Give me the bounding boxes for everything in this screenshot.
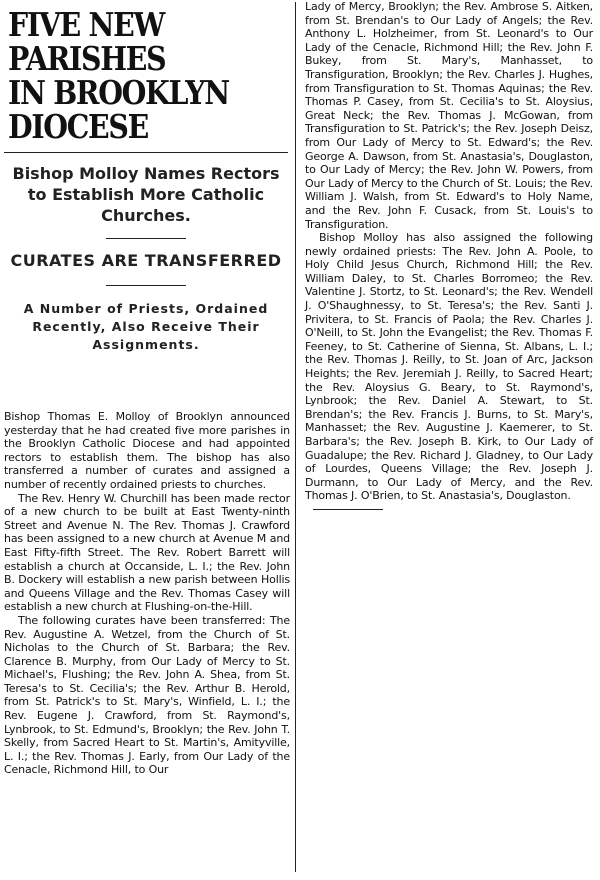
deck-bishop-molloy: Bishop Molloy Names Rectors to Establish More Catholic Churches.	[12, 164, 280, 225]
left-column	[4, 6, 288, 777]
paragraph-curates-continued: Lady of Mercy, Brooklyn; the Rev. Ambrose S. Aitken, from St. Brendan's to Our Lady of Angels; the Rev. Anthony L. Holzheimer, from St. Leonard's to Our Lady of the Cenacle, Richmond Hill; the Rev. John F. Bukey, from St. Mary's, Manhasset, to Transfiguration, Brooklyn; the Rev. Charles J. Hughes, from Transfiguration to St. Thomas Aquinas; the Rev. Thomas P. Casey, from St. Cecilia's to St. Aloysius, Great Neck; the Rev. Thomas J. McGowan, from Transfiguration to St. Patrick's; the Rev. Joseph Deisz, from Our Lady of Mercy to St. Edward's; the Rev. George A. Dawson, from St. Anastasia's, Douglaston, to Our Lady of Mercy; the Rev. John W. Powers, from Our Lady of Mercy to the Church of St. Louis; the Rev. William J. Walsh, from St. Edward's to Holy Name, and the Rev. John F. Cusack, from St. Louis's to Transfiguration.	[305, 0, 593, 231]
paragraph-newly-ordained: Bishop Molloy has also assigned the following newly ordained priests: The Rev. John A. Poole, to Holy Child Jesus Church, Richmond Hill; the Rev. William Daley, to St. Charles Borromeo; the Rev. Valentine J. Stortz, to St. Leonard's; the Rev. Wendell J. O'Shaughnessy, to St. Teresa's; the Rev. Santi J. Privitera, to St. Francis of Paola; the Rev. Charles J. O'Neill, to St. John the Evangelist; the Rev. Thomas F. Feeney, to St. Catherine of Sienna, St. Albans, L. I.; the Rev. Thomas J. Reilly, to St. Joan of Arc, Jackson Heights; the Rev. Jeremiah J. Reilly, to Sacred Heart; the Rev. Aloysius G. Beary, to St. Raymond's, Lynbrook; the Rev. Daniel A. Stewart, to St. Brendan's; the Rev. Francis J. Burns, to St. Mary's, Manhasset; the Rev. Augustine J. Kaemerer, to St. Barbara's; the Rev. Joseph B. Kirk, to Our Lady of Guadalupe; the Rev. Richard J. Gladney, to Our Lady of Lourdes, Queens Village; the Rev. Joseph J. Durmann, to Our Lady of Mercy, and the Rev. Thomas J. O'Brien, to St. Anastasia's, Douglaston.	[305, 231, 593, 503]
end-rule	[313, 509, 383, 510]
deck-curates-transferred: CURATES ARE TRANSFERRED	[10, 251, 282, 270]
article-body-right	[305, 0, 593, 503]
divider	[106, 238, 186, 239]
divider	[106, 285, 186, 286]
headline-line-1: FIVE NEW PARISHES	[8, 5, 166, 78]
paragraph-new-rectors: The Rev. Henry W. Churchill has been made rector of a new church to be built at East Twenty-ninth Street and Avenue N. The Rev. Thomas J. Crawford has been assigned to a new church at Avenue M and East Fifty-fifth Street. The Rev. Robert Barrett will establish a church at Occanside, L. I.; the Rev. John B. Dockery will establish a new parish between Hollis and Queens Village and the Rev. Thomas Casey will establish a new church at Flushing-on-the-Hill.	[4, 491, 290, 614]
headline-line-2: IN BROOKLYN DIOCESE	[8, 73, 229, 146]
column-divider	[295, 2, 296, 872]
deck-priests-ordained: A Number of Priests, Ordained Recently, Also Receive Their Assignments.	[23, 301, 269, 352]
divider	[4, 152, 288, 153]
right-column	[305, 0, 593, 510]
paragraph-curates: The following curates have been transferred: The Rev. Augustine A. Wetzel, from the Church of St. Nicholas to the Church of St. Barbara; the Rev. Clarence B. Murphy, from Our Lady of Mercy to St. Michael's, Flushing; the Rev. John A. Shea, from St. Teresa's to St. Cecilia's; the Rev. Arthur B. Herold, from St. Patrick's to St. Mary's, Winfield, L. I.; the Rev. Eugene J. Crawford, from St. Raymond's, Lynbrook, to St. Edmund's, Brooklyn; the Rev. John T. Skelly, from Sacred Heart to St. Martin's, Amityville, L. I.; the Rev. Thomas J. Early, from Our Lady of the Cenacle, Richmond Hill, to Our	[4, 613, 290, 777]
paragraph-intro: Bishop Thomas E. Molloy of Brooklyn announced yesterday that he had created five more parishes in the Brooklyn Catholic Diocese and had appointed rectors to establish them. The bishop has also transferred a number of curates and assigned a number of recently ordained priests to churches.	[4, 410, 290, 491]
headline	[8, 5, 292, 146]
article-body-left	[4, 410, 290, 777]
